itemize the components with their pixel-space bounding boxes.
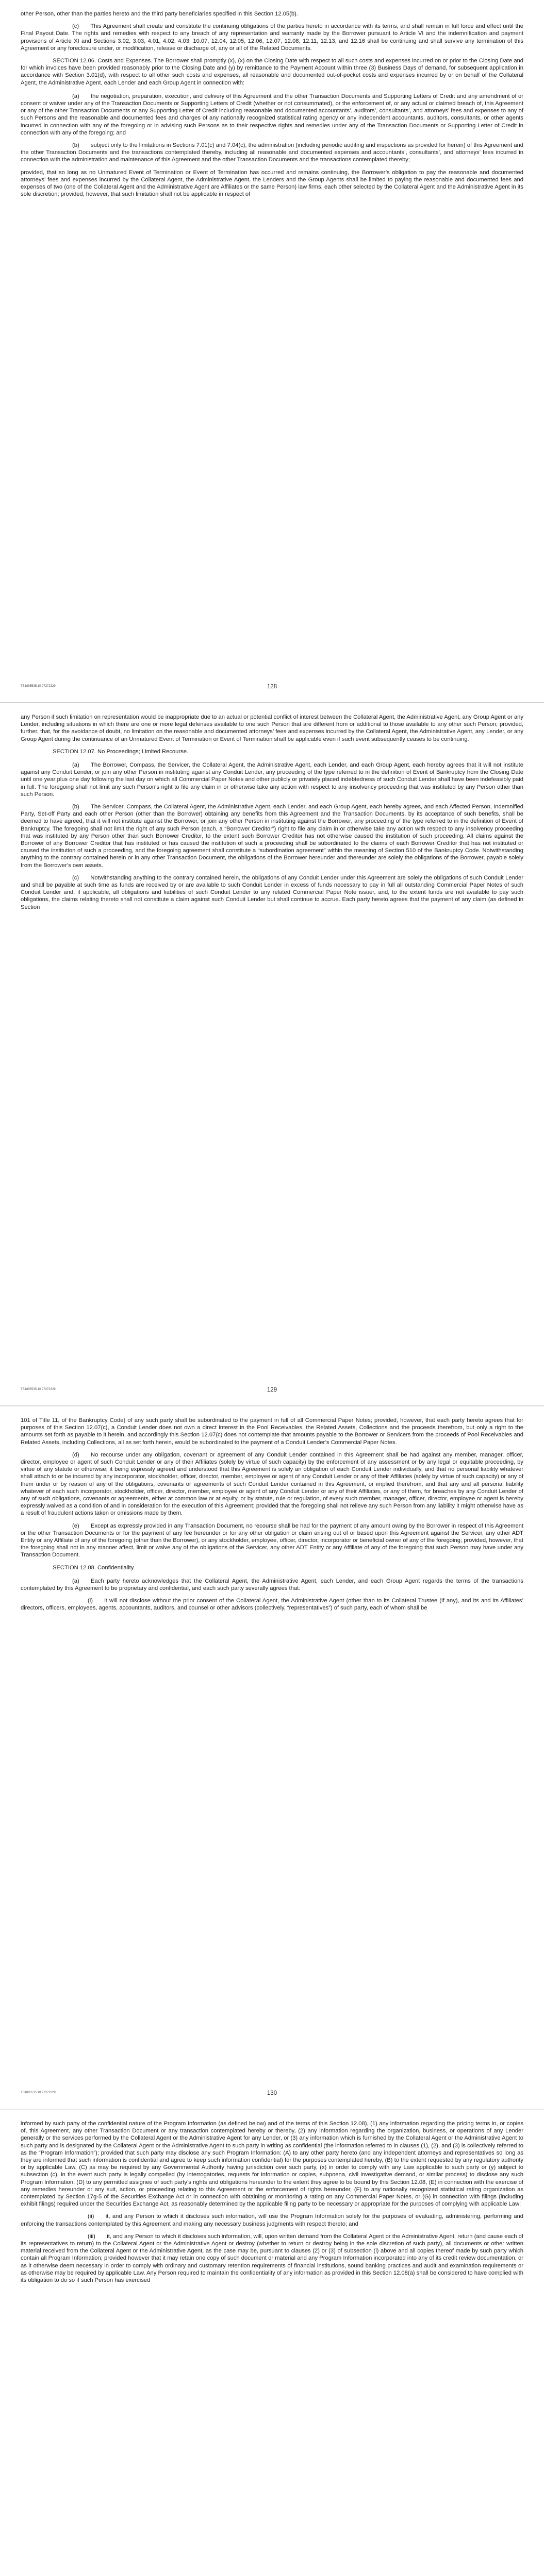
paragraph: (ii) it, and any Person to which it discloses such information, will use the Program Information solely for the purposes of evaluating, administering, performing and enforcing the transactions contemplated by this Agreement and making any necessary business judgments with respect thereto; and [21, 2213, 523, 2227]
paragraph: (b) subject only to the limitations in Sections 7.01(c) and 7.04(c), the administration (including periodic auditing and inspections as provided for herein) of this Agreement and the other Transaction Documents and the transactions contemplated thereby, including all reasonable and documented expenses and accountants’, consultants’, and attorneys’ fees incurred in connection with the administration and maintenance of this Agreement and the other Transaction Documents and the transactions contemplated thereby; [21, 142, 523, 163]
paragraph: any Person if such limitation on representation would be inappropriate due to an actual or potential conflict of interest between the Collateral Agent, the Administrative Agent, any Group Agent or any Lender, including situations in which there are one or more legal defenses available to one such Person that are different from or additional to those available to any other such Person; provided, further, that, for the avoidance of doubt, no limitation on the reasonable and documented attorneys’ fees and expenses incurred by the Collateral Agent, the Administrative Agent, any Lender, or any Group Agent during the continuance of an Unmatured Event of Termination or Event of Termination shall be applicable even if such event subsequently ceases to be continuing. [21, 714, 523, 742]
paragraph: (a) Each party hereto acknowledges that the Collateral Agent, the Administrative Agent, each Lender, and each Group Agent regards the terms of the transactions contemplated by this Agreement to be proprietary and confidential, and each such party severally agrees that: [21, 1578, 523, 1592]
page-footer [21, 2091, 523, 2098]
document-id: TS1895535.10 27272329 [21, 1388, 56, 1391]
paragraph: (a) The Borrower, Compass, the Servicer, the Collateral Agent, the Administrative Agent, each Lender, and each Group Agent, each hereby agrees that it will not institute against any Conduit Lender, or join any other Person in instituting against any Conduit Lender, any proceeding of the type referred to in the definition of Event of Bankruptcy from the Closing Date until one year plus one day following the last day on which all Commercial Paper Notes and other publicly or privately placed indebtedness of such Conduit Lender shall have been indefeasibly paid in full. The foregoing shall not limit any such Person’s right to file any claim in or otherwise take any action with respect to any insolvency proceeding that was instituted by any Person other than such Person. [21, 762, 523, 798]
section-heading: SECTION 12.08. Confidentiality. [53, 1564, 135, 1571]
paragraph: other Person, other than the parties hereto and the third party beneficiaries specified in this Section 12.05(b). [21, 11, 298, 17]
paragraph: (iii) it, and any Person to which it discloses such information, will, upon written demand from the Collateral Agent or the Administrative Agent, return (and cause each of its representatives to return) to the Collateral Agent or the Administrative Agent or destroy (whether to return or destroy being in the sole discretion of such party), all documents or other written material received from the Collateral Agent or the Administrative Agent, as the case may be, pursuant to clauses (2) or (3) of subsection (i) above and all copies thereof made by such party which contain all Program Information; provided however that it may retain one copy of such document or material and any Program Information incorporated into any of its credit review documentation, or as it otherwise deem necessary in order to comply with ordinary and customary retention requirements of financial institutions, sound banking practices and audit and examination requirements or as otherwise may be required by applicable Law. Any Person required to maintain the confidentiality of any information as provided in this Section 12.08(a) shall be considered to have complied with its obligation to do so if such Person has exercised [21, 2233, 523, 2284]
document-id: TS1895535.10 27272329 [21, 2091, 56, 2094]
page-number: 130 [267, 2090, 277, 2096]
paragraph: 101 of Title 11, of the Bankruptcy Code) of any such party shall be subordinated to the payment in full of all Commercial Paper Notes; provided, however, that each party hereto agrees that for purposes of this Section 12.07(c), a Conduit Lender does not own a direct interest in the Pool Receivables, the Related Assets, Collections and the proceeds therefrom, but only a right to the amounts set forth as payable to it herein, and accordingly this Section 12.07(c) does not contemplate that amounts payable to the Borrower or Servicers from the proceeds of Pool Receivables and Related Assets, including Collections, all as set forth herein, would be subordinated to the payment of a Conduit Lender’s Commercial Paper Notes. [21, 1417, 523, 1446]
page-number: 129 [267, 1387, 277, 1393]
page-number: 128 [267, 684, 277, 690]
document-page [0, 703, 544, 1406]
document-page [0, 0, 544, 703]
paragraph: informed by such party of the confidential nature of the Program Information (as defined below) and of the terms of this Section 12.08), (1) any information regarding the pricing terms in, or copies of, this Agreement, any other Transaction Document or any transaction contemplated hereby or thereby, (2) any information regarding the organization, business, or operations of any Lender generally or the services performed by the Collateral Agent or the Administrative Agent for any Lender, or (3) any information which is furnished by the Collateral Agent or the Administrative Agent to such party and is designated by the Collateral Agent or the Administrative Agent to such party in writing as confidential (the information referred to in clauses (1), (2), and (3) is collectively referred to as the “Program Information”); provided that such party may disclose any such Program Information: (A) to any other party hereto (and any independent attorneys and representatives so long as they are informed that such information is confidential and agree to keep such information confidential) for the purposes contemplated hereby, (B) to the extent requested by any regulatory authority or by applicable Law, (C) as may be required by any Governmental Authority having jurisdiction over such party, (x) in order to comply with any Law applicable to such party or (y) subject to subsection (c), in the event such party is legally compelled (by interrogatories, requests for information or copies, subpoena, civil investigative demand, or similar process) to disclose any such Program Information, (D) to any permitted assignee of such party’s rights and obligations hereunder to the extent they agree to be bound by this Section 12.08, (E) in connection with the exercise of any remedies hereunder or any suit, action, or proceeding relating to this Agreement or the enforcement of rights hereunder, (F) to any nationally recognized statistical rating organization as contemplated by Section 17g-5 of the Securities Exchange Act or in connection with obtaining or monitoring a rating on any Commercial Paper Notes, or (G) in connection with filings (including exhibit filings) required under the Securities Exchange Act, as reasonably determined by the applicable filing party to be necessary or appropriate for the purposes of complying with applicable Law; [21, 2121, 523, 2208]
page-footer [21, 1388, 523, 1395]
section-heading: SECTION 12.07. No Proceedings; Limited Recourse. [53, 748, 189, 755]
paragraph: (b) The Servicer, Compass, the Collateral Agent, the Administrative Agent, each Lender, and each Group Agent, each hereby agrees, and each Affected Person, Indemnified Party, Set-off Party and each other Person (other than the Borrower) obtaining any benefits from this Agreement and the Transaction Documents, by its acceptance of such benefits, shall be deemed to have agreed, that it will not institute against the Borrower, or join any other Person in instituting against the Borrower, any proceeding of the type referred to in the definition of Event of Bankruptcy. The foregoing shall not limit the right of any such Person (each, a “Borrower Creditor”) right to file any claim in or otherwise take any action with respect to any insolvency proceeding that was instituted by any Person other than such Borrower Creditor, to the extent such Borrower Creditor has not otherwise caused the institution of such proceeding. All claims against the Borrower of any Borrower Creditor that has instituted or has caused the institution of such a proceeding shall be subordinated to the claims of each Borrower Creditor that has not instituted or caused the institution of such a proceeding, and the foregoing agreement shall constitute a “subordination agreement” within the meaning of Section 510 of the Bankruptcy Code. Notwithstanding anything to the contrary contained herein or in any other Transaction Document, the obligations of the Borrower hereunder and thereunder are solely the obligations of the Borrower, payable solely from the Borrower’s own assets. [21, 804, 523, 869]
document-id: TS1895535.10 27272329 [21, 685, 56, 688]
paragraph: (a) the negotiation, preparation, execution, and delivery of this Agreement and the other Transaction Documents and Supporting Letters of Credit and any amendment of or consent or waiver under any of the Transaction Documents or Supporting Letters of Credit (whether or not consummated), or the enforcement of, or any actual or claimed breach of, this Agreement or any of the other Transaction Documents or any Supporting Letter of Credit including reasonable and documented accountants’, auditors’, consultants’, and attorneys’ fees and expenses to any of such Persons and the reasonable and documented fees and charges of any nationally recognized statistical rating agency or any independent accountants, auditors, consultants, or other agents incurred in connection with any of the foregoing or in advising such Persons as to their respective rights and remedies under any of the Transaction Documents or Supporting Letter of Credit in connection with any of the foregoing; and [21, 93, 523, 136]
paragraph: (i) it will not disclose without the prior consent of the Collateral Agent, the Administrative Agent (other than to its Collateral Trustee (if any), and its and its Affiliates’ directors, officers, employees, agents, accountants, auditors, and counsel or other advisors (collectively, “representatives”) of such party, each of whom shall be [21, 1598, 523, 1612]
paragraph: (c) This Agreement shall create and constitute the continuing obligations of the parties hereto in accordance with its terms, and shall remain in full force and effect until the Final Payout Date. The rights and remedies with respect to any breach of any representation and warranty made by the Borrower pursuant to Article VI and the indemnification and payment provisions of Article XI and Sections 3.02, 3.03, 4.01, 4.02, 4.03, 10.07, 12.04, 12.05, 12.06, 12.07, 12.08, 12.11, 12.13, and 12.16 shall be continuing and shall survive any termination of this Agreement or any foreclosure under, or modification, release or discharge of, any or all of the Related Documents. [21, 23, 523, 52]
section-heading-paragraph: SECTION 12.06. Costs and Expenses. The Borrower shall promptly (x), (x) on the Closing Date with respect to all such costs and expenses incurred on or prior to the Closing Date and for which invoices have been provided reasonably prior to the Closing Date and (y) by remittance to the Payment Account within three (3) Business Days of demand, for subsequent application in accordance with Section 3.01(d), with respect to all other such costs and expenses, all reasonable and documented out-of-pocket costs and expenses incurred by or on behalf of the Collateral Agent, the Administrative Agent, each Lender and each Group Agent in connection with: [21, 58, 523, 86]
document-page [0, 2110, 544, 2576]
paragraph: (d) No recourse under any obligation, covenant or agreement of any Conduit Lender contained in this Agreement shall be had against any member, manager, officer, director, employee or agent of such Conduit Lender or any of their Affiliates (solely by virtue of such capacity) by the enforcement of any assessment or by any legal or equitable proceeding, by virtue of any statute or otherwise; it being expressly agreed and understood that this Agreement is solely an obligation of each Conduit Lender individually, and that no personal liability whatever shall attach to or be incurred by any incorporator, stockholder, officer, director, member, employee or agent of any Conduit Lender or any of their Affiliates (solely by virtue of such capacity) or any of them under or by reason of any of the obligations, covenants or agreements of such Conduit Lender contained in this Agreement, or implied therefrom, and that any and all personal liability whatever of each such incorporator, stockholder, officer, director, member, employee or agent of any Conduit Lender or any of their Affiliates, or any of them, for breaches by any Conduit Lender of any of such obligations, covenants or agreements, either at common law or at equity, or by statute, rule or regulation, of every such member, manager, officer, director, employee or agent is hereby expressly waived as a condition of and in consideration for the execution of this Agreement; provided that the foregoing shall not relieve any such Person from any liability it might otherwise have as a result of fraudulent actions taken or omissions made by them. [21, 1451, 523, 1517]
document-page [0, 1406, 544, 2109]
paragraph: (e) Except as expressly provided in any Transaction Document, no recourse shall be had for the payment of any amount owing by the Borrower in respect of this Agreement or the other Transaction Documents or for the payment of any fee hereunder or for any other obligation or claim arising out of or based upon this Agreement against the Servicer, any other ADT Entity or any Affiliate of any of the foregoing (other than the Borrower), or any stockholder, employee, officer, director, incorporator or beneficial owner of any of the foregoing; provided, however, that the foregoing shall not in any manner affect, limit or waive any of the obligations of the Servicer, any other ADT Entity or any Affiliate of any of the foregoing that such Person may have under any Transaction Document. [21, 1522, 523, 1558]
page-footer [21, 685, 523, 692]
paragraph: provided, that so long as no Unmatured Event of Termination or Event of Termination has occurred and remains continuing, the Borrower’s obligation to pay the reasonable and documented attorneys’ fees and expenses incurred by the Collateral Agent, the Administrative Agent, the Lenders and the Group Agents shall be limited to paying the reasonable and documented fees and expenses of two (one of the Collateral Agent and the Administrative Agent are Affiliates or the same Person) law firms, each other selected by the Collateral Agent and the Administrative Agent in its sole discretion; provided, however, that such limitation shall not be applicable in respect of [21, 169, 523, 198]
paragraph: (c) Notwithstanding anything to the contrary contained herein, the obligations of any Conduit Lender under this Agreement are solely the obligations of such Conduit Lender and shall be payable at such time as funds are received by or are available to such Conduit Lender in excess of funds necessary to pay in full all outstanding Commercial Paper Notes of such Conduit Lender and, if applicable, all obligations and liabilities of such Conduit Lender to any related Commercial Paper Note issuer, and, to the extent funds are not available to pay such obligations, the claims relating thereto shall not constitute a claim against such Conduit Lender but shall continue to accrue. Each party hereto agrees that the payment of any claim (as defined in Section [21, 874, 523, 910]
